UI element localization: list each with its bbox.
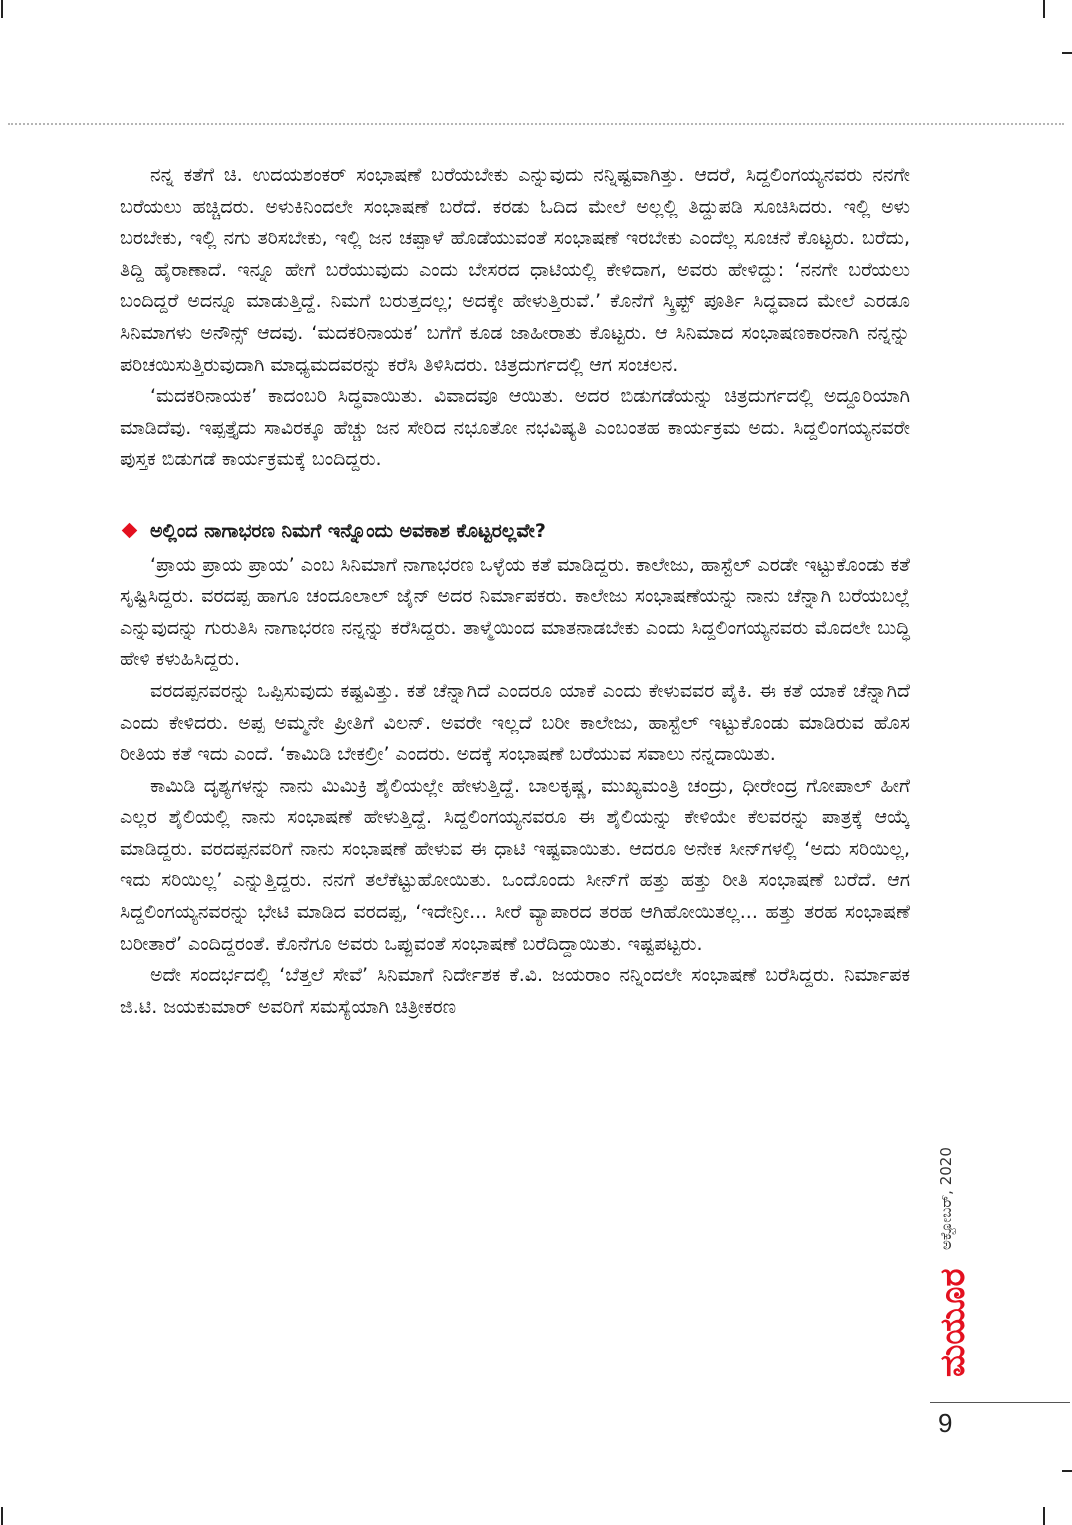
crop-mark-bottom-right bbox=[1043, 1507, 1045, 1525]
paragraph: ನನ್ನ ಕತೆಗೆ ಚಿ. ಉದಯಶಂಕರ್ ಸಂಭಾಷಣೆ ಬರೆಯಬೇಕು ಎನ್ನುವುದು ನನ್ನಿಷ್ಟವಾಗಿತ್ತು. ಆದರೆ, ಸಿದ್ದಲಿಂಗಯ್ಯನವರು ನನಗೇ ಬರೆಯಲು ಹಚ್ಚಿದರು. ಅಳುಕಿನಿಂದಲೇ ಸಂಭಾಷಣೆ ಬರೆದೆ. ಕರಡು ಓದಿದ ಮೇಲೆ ಅಲ್ಲಲ್ಲಿ ತಿದ್ದುಪಡಿ ಸೂಚಿಸಿದರು. ಇಲ್ಲಿ ಅಳು ಬರಬೇಕು, ಇಲ್ಲಿ ನಗು ತರಿಸಬೇಕು, ಇಲ್ಲಿ ಜನ ಚಪ್ಪಾಳೆ ಹೊಡೆಯುವಂತೆ ಸಂಭಾಷಣೆ ಇರಬೇಕು ಎಂದೆಲ್ಲ ಸೂಚನೆ ಕೊಟ್ಟರು. ಬರೆದು, ತಿದ್ದಿ ಹೈರಾಣಾದೆ. ಇನ್ನೂ ಹೇಗೆ ಬರೆಯುವುದು ಎಂದು ಬೇಸರದ ಧಾಟಿಯಲ್ಲಿ ಕೇಳಿದಾಗ, ಅವರು ಹೇಳಿದ್ದು: ‘ನನಗೇ ಬರೆಯಲು ಬಂದಿದ್ದರೆ ಅದನ್ನೂ ಮಾಡುತ್ತಿದ್ದೆ. ನಿಮಗೆ ಬರುತ್ತದಲ್ಲ; ಅದಕ್ಕೇ ಹೇಳುತ್ತಿರುವೆ.’ ಕೊನೆಗೆ ಸ್ಕ್ರಿಪ್ಟ್ ಪೂರ್ತಿ ಸಿದ್ಧವಾದ ಮೇಲೆ ಎರಡೂ ಸಿನಿಮಾಗಳು ಅನೌನ್ಸ್ ಆದವು. ‘ಮದಕರಿನಾಯಕ’ ಬಗೆಗೆ ಕೂಡ ಜಾಹೀರಾತು ಕೊಟ್ಟರು. ಆ ಸಿನಿಮಾದ ಸಂಭಾಷಣಕಾರನಾಗಿ ನನ್ನನ್ನು ಪರಿಚಯಿಸುತ್ತಿರುವುದಾಗಿ ಮಾಧ್ಯಮದವರನ್ನು ಕರೆಸಿ ತಿಳಿಸಿದರು. ಚಿತ್ರದುರ್ಗದಲ್ಲಿ ಆಗ ಸಂಚಲನ. bbox=[120, 164, 910, 376]
magazine-logo: ಮಯೂರ bbox=[933, 1268, 973, 1378]
interview-question bbox=[120, 516, 910, 548]
issue-date: ಅಕ್ಟೋಬರ್, 2020 bbox=[937, 1147, 955, 1250]
question-text: ಅಲ್ಲಿಂದ ನಾಗಾಭರಣ ನಿಮಗೆ ಇನ್ನೊಂದು ಅವಕಾಶ ಕೊಟ್ಟರಲ್ಲವೇ? bbox=[150, 519, 546, 542]
crop-mark-top-left bbox=[1, 0, 3, 18]
paragraph: ‘ಮದಕರಿನಾಯಕ’ ಕಾದಂಬರಿ ಸಿದ್ಧವಾಯಿತು. ವಿವಾದವೂ ಆಯಿತು. ಅದರ ಬಿಡುಗಡೆಯನ್ನು ಚಿತ್ರದುರ್ಗದಲ್ಲಿ ಅದ್ದೂರಿಯಾಗಿ ಮಾಡಿದೆವು. ಇಪ್ಪತ್ತೈದು ಸಾವಿರಕ್ಕೂ ಹೆಚ್ಚು ಜನ ಸೇರಿದ ನಭೂತೋ ನಭವಿಷ್ಯತಿ ಎಂಬಂತಹ ಕಾರ್ಯಕ್ರಮ ಅದು. ಸಿದ್ದಲಿಂಗಯ್ಯನವರೇ ಪುಸ್ತಕ ಬಿಡುಗಡೆ ಕಾರ್ಯಕ್ರಮಕ್ಕೆ ಬಂದಿದ್ದರು. bbox=[120, 385, 910, 471]
crop-mark-bottom-left bbox=[1, 1507, 3, 1525]
paragraph: ‘ಪ್ರಾಯ ಪ್ರಾಯ ಪ್ರಾಯ’ ಎಂಬ ಸಿನಿಮಾಗೆ ನಾಗಾಭರಣ ಒಳ್ಳೆಯ ಕತೆ ಮಾಡಿದ್ದರು. ಕಾಲೇಜು, ಹಾಸ್ಟೆಲ್ ಎರಡೇ ಇಟ್ಟುಕೊಂಡು ಕತೆ ಸೃಷ್ಟಿಸಿದ್ದರು. ವರದಪ್ಪ ಹಾಗೂ ಚಂದೂಲಾಲ್ ಜೈನ್ ಅದರ ನಿರ್ಮಾಪಕರು. ಕಾಲೇಜು ಸಂಭಾಷಣೆಯನ್ನು ನಾನು ಚೆನ್ನಾಗಿ ಬರೆಯಬಲ್ಲೆ ಎನ್ನುವುದನ್ನು ಗುರುತಿಸಿ ನಾಗಾಭರಣ ನನ್ನನ್ನು ಕರೆಸಿದ್ದರು. ತಾಳ್ಮೆಯಿಂದ ಮಾತನಾಡಬೇಕು ಎಂದು ಸಿದ್ದಲಿಂಗಯ್ಯನವರು ಮೊದಲೇ ಬುದ್ಧಿ ಹೇಳಿ ಕಳುಹಿಸಿದ್ದರು. bbox=[120, 553, 910, 671]
footer-rule bbox=[930, 1402, 1070, 1403]
paragraph: ಕಾಮಿಡಿ ದೃಶ್ಯಗಳನ್ನು ನಾನು ಮಿಮಿಕ್ರಿ ಶೈಲಿಯಲ್ಲೇ ಹೇಳುತ್ತಿದ್ದೆ. ಬಾಲಕೃಷ್ಣ, ಮುಖ್ಯಮಂತ್ರಿ ಚಂದ್ರು, ಧೀರೇಂದ್ರ ಗೋಪಾಲ್ ಹೀಗೆ ಎಲ್ಲರ ಶೈಲಿಯಲ್ಲಿ ನಾನು ಸಂಭಾಷಣೆ ಹೇಳುತ್ತಿದ್ದೆ. ಸಿದ್ದಲಿಂಗಯ್ಯನವರೂ ಈ ಶೈಲಿಯನ್ನು ಕೇಳಿಯೇ ಕೆಲವರನ್ನು ಪಾತ್ರಕ್ಕೆ ಆಯ್ಕೆ ಮಾಡಿದ್ದರು. ವರದಪ್ಪನವರಿಗೆ ನಾನು ಸಂಭಾಷಣೆ ಹೇಳುವ ಈ ಧಾಟಿ ಇಷ್ಟವಾಯಿತು. ಆದರೂ ಅನೇಕ ಸೀನ್‌ಗಳಲ್ಲಿ ‘ಅದು ಸರಿಯಿಲ್ಲ, ಇದು ಸರಿಯಿಲ್ಲ’ ಎನ್ನುತ್ತಿದ್ದರು. ನನಗೆ ತಲೆಕೆಟ್ಟುಹೋಯಿತು. ಒಂದೊಂದು ಸೀನ್‌ಗೆ ಹತ್ತು ಹತ್ತು ರೀತಿ ಸಂಭಾಷಣೆ ಬರೆದೆ. ಆಗ ಸಿದ್ದಲಿಂಗಯ್ಯನವರನ್ನು ಭೇಟಿ ಮಾಡಿದ ವರದಪ್ಪ, ‘ಇದೇನ್ರೀ... ಸೀರೆ ವ್ಯಾಪಾರದ ತರಹ ಆಗಿಹೋಯಿತಲ್ಲ... ಹತ್ತು ತರಹ ಸಂಭಾಷಣೆ ಬರೀತಾರೆ’ ಎಂದಿದ್ದರಂತೆ. ಕೊನೆಗೂ ಅವರು ಒಪ್ಪುವಂತೆ ಸಂಭಾಷಣೆ ಬರೆದಿದ್ದಾಯಿತು. ಇಷ್ಟಪಟ್ಟರು. bbox=[120, 774, 910, 955]
crop-mark-right-upper bbox=[1062, 52, 1072, 54]
paragraph: ಅದೇ ಸಂದರ್ಭದಲ್ಲಿ ‘ಬೆತ್ತಲೆ ಸೇವೆ’ ಸಿನಿಮಾಗೆ ನಿರ್ದೇಶಕ ಕೆ.ವಿ. ಜಯರಾಂ ನನ್ನಿಂದಲೇ ಸಂಭಾಷಣೆ ಬರೆಸಿದ್ದರು. ನಿರ್ಮಾಪಕ ಜಿ.ಟಿ. ಜಯಕುಮಾರ್ ಅವರಿಗೆ ಸಮಸ್ಯೆಯಾಗಿ ಚಿತ್ರೀಕರಣ bbox=[120, 964, 910, 1018]
crop-mark-top-right bbox=[1043, 0, 1045, 18]
diamond-bullet-icon bbox=[122, 523, 138, 539]
header-dotted-rule bbox=[8, 123, 1064, 125]
paragraph: ವರದಪ್ಪನವರನ್ನು ಒಪ್ಪಿಸುವುದು ಕಷ್ಟವಿತ್ತು. ಕತೆ ಚೆನ್ನಾಗಿದೆ ಎಂದರೂ ಯಾಕೆ ಎಂದು ಕೇಳುವವರ ಪೈಕಿ. ಈ ಕತೆ ಯಾಕೆ ಚೆನ್ನಾಗಿದೆ ಎಂದು ಕೇಳಿದರು. ಅಪ್ಪ ಅಮ್ಮನೇ ಪ್ರೀತಿಗೆ ವಿಲನ್. ಅವರೇ ಇಲ್ಲದೆ ಬರೀ ಕಾಲೇಜು, ಹಾಸ್ಟೆಲ್ ಇಟ್ಟುಕೊಂಡು ಮಾಡಿರುವ ಹೊಸ ರೀತಿಯ ಕತೆ ಇದು ಎಂದೆ. ‘ಕಾಮಿಡಿ ಬೇಕಲ್ರೀ’ ಎಂದರು. ಅದಕ್ಕೆ ಸಂಭಾಷಣೆ ಬರೆಯುವ ಸವಾಲು ನನ್ನದಾಯಿತು. bbox=[120, 679, 910, 766]
crop-mark-right-lower bbox=[1062, 1470, 1072, 1472]
article-body bbox=[120, 160, 910, 1023]
page-number: 9 bbox=[938, 1408, 953, 1438]
